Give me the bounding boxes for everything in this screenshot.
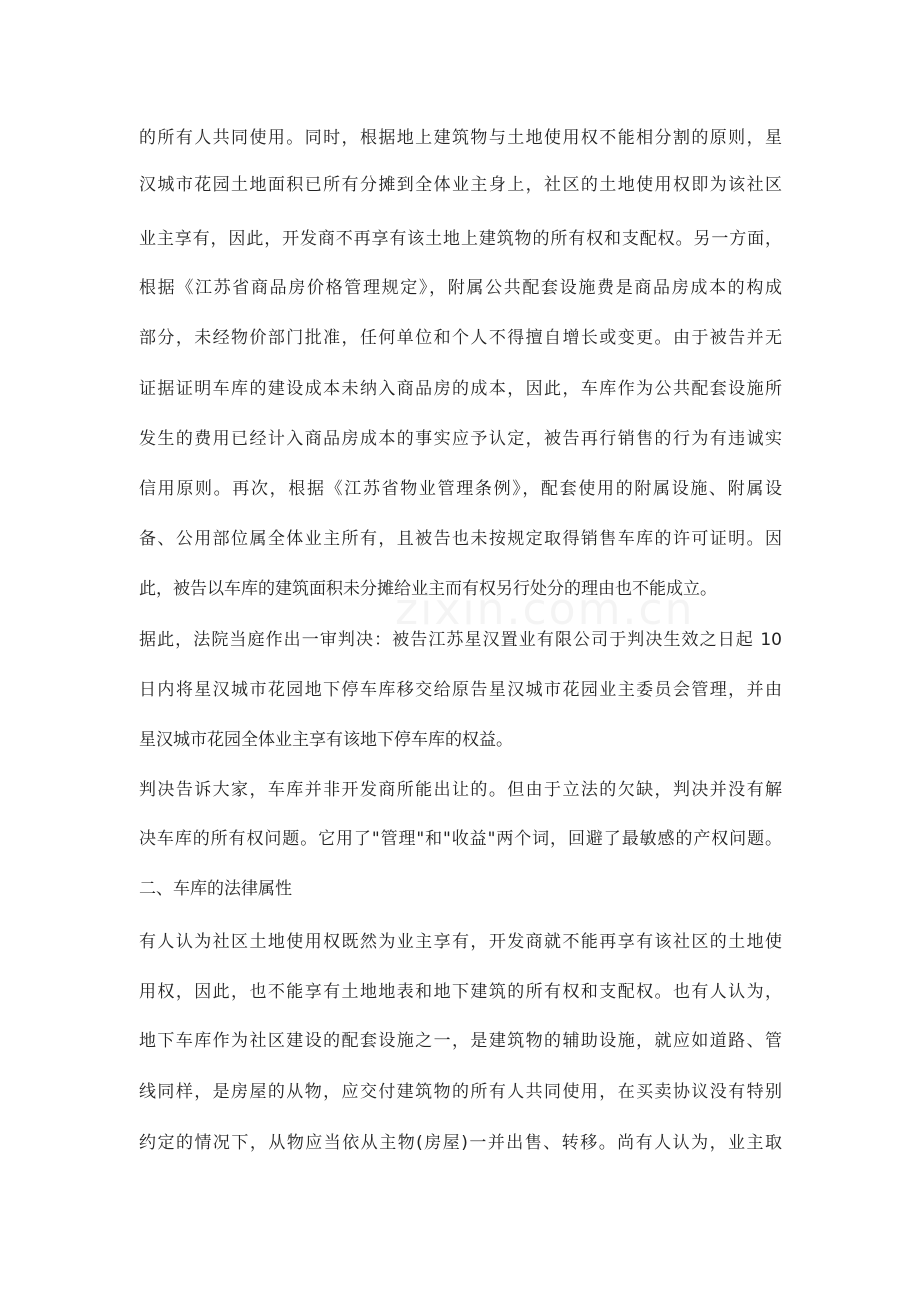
text-line: 有人认为社区土地使用权既然为业主享有，开发商就不能再享有该社区的土地使 [139,932,782,952]
text-line: 汉城市花园土地面积已所有分摊到全体业主身上，社区的土地使用权即为该社区 [139,175,782,195]
section-heading: 二、车库的法律属性 [139,879,292,899]
text-line: 信用原则。再次，根据《江苏省物业管理条例》，配套使用的附属设施、附属设 [139,479,782,499]
text-line: 根据《江苏省商品房价格管理规定》，附属公共配套设施费是商品房成本的构成 [139,278,782,298]
text-line: 发生的费用已经计入商品房成本的事实应予认定，被告再行销售的行为有违诚实 [139,429,782,449]
text-line: 日内将星汉城市花园地下停车库移交给原告星汉城市花园业主委员会管理，并由 [139,680,782,700]
text-line: 此，被告以车库的建筑面积未分摊给业主而有权另行处分的理由也不能成立。 [139,579,717,599]
text-line: 的所有人共同使用。同时，根据地上建筑物与土地使用权不能相分割的原则，星 [139,128,782,148]
text-line: 据此，法院当庭作出一审判决：被告江苏星汉置业有限公司于判决生效之日起 10 [139,630,782,650]
text-line: 备、公用部位属全体业主所有，且被告也未按规定取得销售车库的许可证明。因 [139,529,782,549]
text-line: 业主享有，因此，开发商不再享有该土地上建筑物的所有权和支配权。另一方面， [139,229,782,249]
text-line: 部分，未经物价部门批准，任何单位和个人不得擅自增长或变更。由于被告并无 [139,328,782,348]
text-line: 线同样，是房屋的从物，应交付建筑物的所有人共同使用，在买卖协议没有特别 [139,1082,782,1102]
text-line: 判决告诉大家，车库并非开发商所能出让的。但由于立法的欠缺，判决并没有解 [139,780,782,800]
text-line: 约定的情况下，从物应当依从主物(房屋)一并出售、转移。尚有人认为，业主取 [139,1133,782,1153]
text-line: 地下车库作为社区建设的配套设施之一，是建筑物的辅助设施，就应如道路、管 [139,1031,782,1051]
text-line: 用权，因此，也不能享有土地地表和地下建筑的所有权和支配权。也有人认为， [139,982,782,1002]
text-line: 证据证明车库的建设成本未纳入商品房的成本，因此，车库作为公共配套设施所 [139,379,782,399]
text-line: 决车库的所有权问题。它用了"管理"和"收益"两个词，回避了最敏感的产权问题。 [139,829,782,849]
text-line: 星汉城市花园全体业主享有该地下停车库的权益。 [139,730,513,750]
